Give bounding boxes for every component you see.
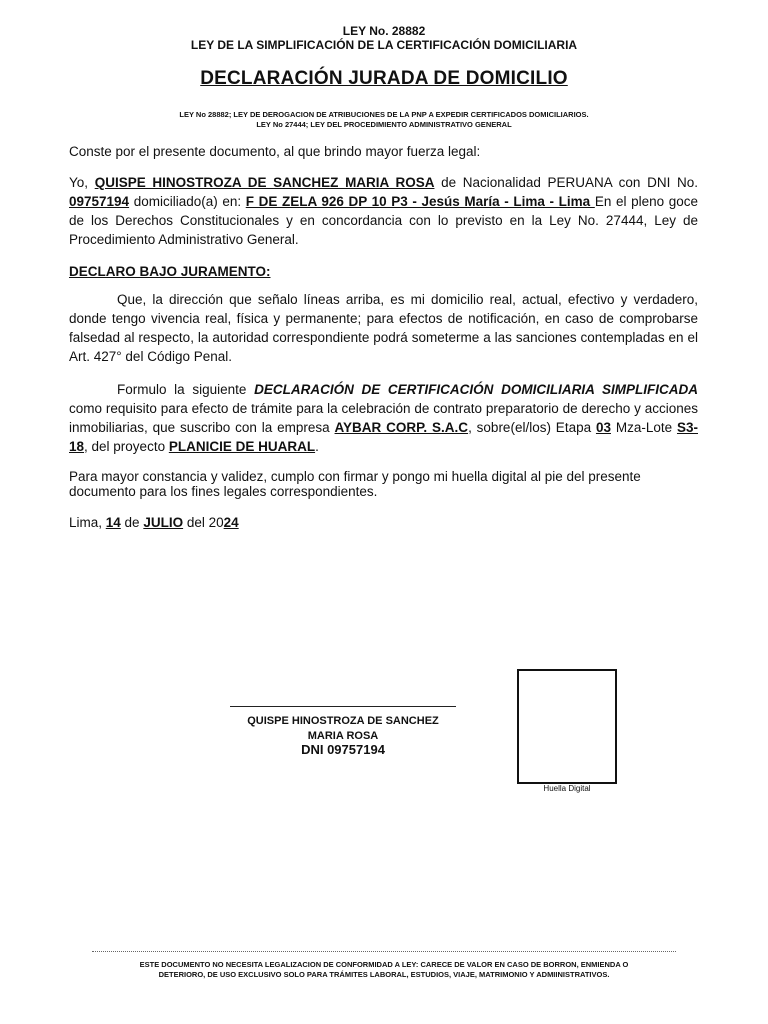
- date-del: del 20: [183, 515, 224, 530]
- date-month: JULIO: [143, 515, 184, 530]
- identity-paragraph: [69, 173, 698, 249]
- date-line: [69, 513, 698, 532]
- footer-line-2: DETERIORO, DE USO EXCLUSIVO SOLO PARA TRÁMITES LABORAL, ESTUDIOS, VIAJE, MATRIMONIO Y ADMIINISTRATIVOS.: [158, 970, 610, 979]
- footer-line-1: ESTE DOCUMENTO NO NECESITA LEGALIZACION DE CONFORMIDAD A LEY: CARECE DE VALOR EN CASO DE BORRON, ENMIENDA O: [139, 960, 629, 969]
- company-name: AYBAR CORP. S.A.C: [334, 420, 469, 435]
- formulation-paragraph: [69, 380, 698, 456]
- signature-name: [230, 714, 456, 744]
- date-year-suffix: 24: [223, 515, 239, 530]
- document-title: DECLARACIÓN JURADA DE DOMICILIO: [200, 68, 568, 89]
- yo-text-2: de Nacionalidad PERUANA con DNI No.: [434, 175, 699, 190]
- signature-line: [230, 706, 456, 707]
- law-reference-1: LEY No 28882; LEY DE DEROGACION DE ATRIBUCIONES DE LA PNP A EXPEDIR CERTIFICADOS DOMICILIARIOS.: [179, 110, 589, 119]
- declarant-name: QUISPE HINOSTROZA DE SANCHEZ MARIA ROSA: [94, 175, 435, 190]
- signature-name-line-1: QUISPE HINOSTROZA DE SANCHEZ: [247, 715, 439, 727]
- declarant-address: F DE ZELA 926 DP 10 P3 - Jesús María - Lima - Lima: [245, 194, 595, 209]
- date-de: de: [120, 515, 144, 530]
- footer-disclaimer: [92, 960, 676, 980]
- intro-paragraph: Conste por el presente documento, al que brindo mayor fuerza legal:: [69, 144, 481, 159]
- declaro-heading: DECLARO BAJO JURAMENTO:: [69, 264, 271, 279]
- constancia-paragraph: Para mayor constancia y validez, cumplo con firmar y pongo mi huella digital al pie del presente documento para los fines legales correspondientes.: [69, 469, 641, 499]
- formulo-text-6: .: [315, 439, 319, 454]
- declarant-dni: 09757194: [69, 194, 130, 209]
- date-day: 14: [105, 515, 121, 530]
- yo-text-1: Yo,: [69, 175, 95, 190]
- lote-value: S3-18: [69, 420, 698, 454]
- declaration-type: DECLARACIÓN DE CERTIFICACIÓN DOMICILIARIA SIMPLIFICADA: [254, 382, 698, 397]
- signature-name-line-2: MARIA ROSA: [307, 730, 379, 742]
- oath-text: Que, la dirección que señalo líneas arriba, es mi domicilio real, actual, efectivo y verdadero, donde tengo vivencia real, física y permanente; para efectos de notificación, en caso de comprobarse falsedad al respecto, la autoridad correspondiente podrá someterme a las sanciones contempladas en el Art. 427° del Código Penal.: [69, 292, 698, 364]
- law-reference-2: LEY No 27444; LEY DEL PROCEDIMIENTO ADMINISTRATIVO GENERAL: [256, 120, 512, 129]
- formulo-text-4: Mza-Lote: [610, 420, 677, 435]
- law-name-heading: LEY DE LA SIMPLIFICACIÓN DE LA CERTIFICACIÓN DOMICILIARIA: [190, 38, 578, 52]
- formulo-text-5: , del proyecto: [84, 439, 169, 454]
- signature-dni: DNI 09757194: [301, 742, 385, 757]
- formulo-text-1: Formulo la siguiente: [117, 382, 255, 397]
- yo-text-3: domiciliado(a) en:: [129, 194, 246, 209]
- thumbprint-label: Huella Digital: [543, 784, 591, 793]
- project-name: PLANICIE DE HUARAL: [168, 439, 316, 454]
- oath-paragraph: [69, 290, 698, 366]
- thumbprint-box: [517, 669, 617, 784]
- etapa-value: 03: [595, 420, 611, 435]
- yo-text-4: En el pleno goce de los Derechos Constitucionales y en concordancia con lo previsto en la Ley No. 27444, Ley de Procedimiento Administrativo General.: [69, 194, 699, 247]
- date-city: Lima,: [69, 515, 106, 530]
- footer-divider: [92, 951, 676, 952]
- formulo-text-3: , sobre(el/los) Etapa: [468, 420, 596, 435]
- law-number-heading: LEY No. 28882: [342, 24, 426, 38]
- formulo-text-2: como requisito para efecto de trámite para la celebración de contrato preparatorio de derecho y acciones inmobiliarias, que suscribo con la empresa: [69, 401, 698, 435]
